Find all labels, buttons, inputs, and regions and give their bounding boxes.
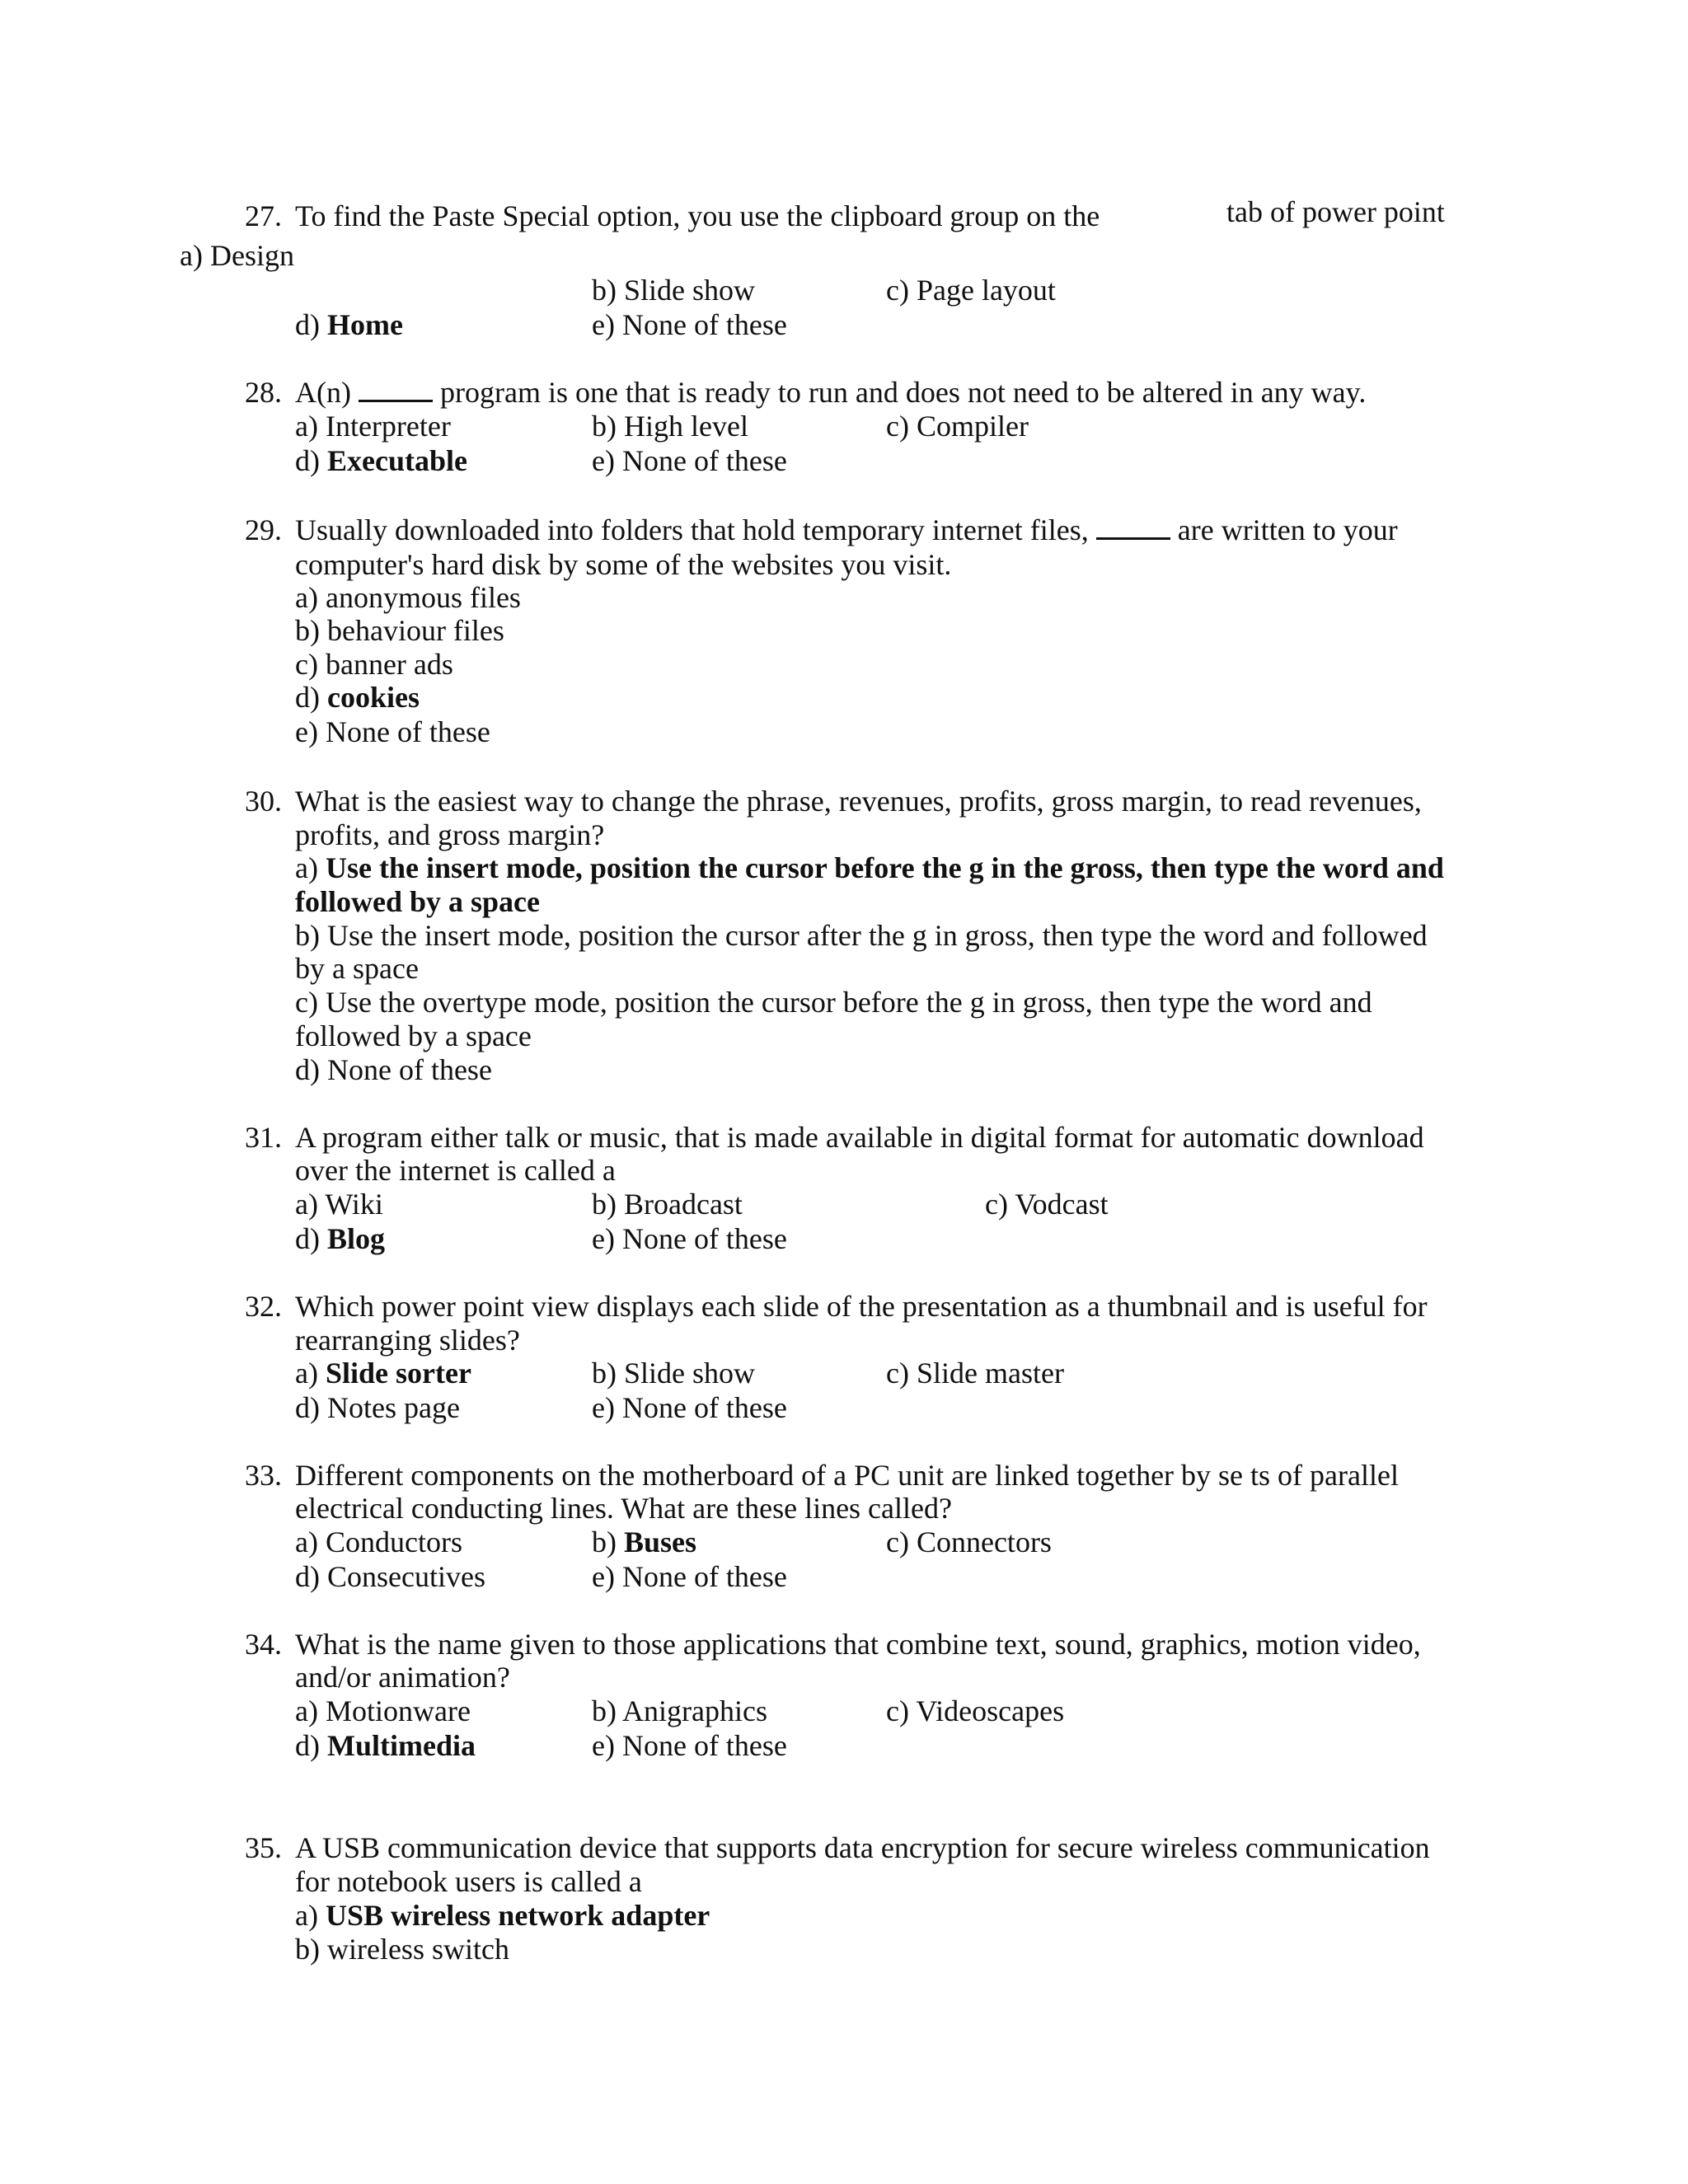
option-d: d) Consecutives [295, 1560, 485, 1593]
option-a: a) USB wireless network adapter [295, 1899, 710, 1932]
option-e: e) None of these [592, 1729, 787, 1762]
question-number: 28. [245, 376, 282, 409]
answer-blank [1096, 516, 1170, 540]
question-text: What is the easiest way to change the phrase, revenues, profits, gross margin, to read revenues, [295, 785, 1422, 818]
option-c-line2: followed by a space [295, 1019, 532, 1052]
option-c: c) Connectors [886, 1526, 1052, 1558]
option-d: d) cookies [295, 681, 420, 714]
correct-answer: USB wireless network adapter [325, 1899, 710, 1932]
option-a: a) Conductors [295, 1526, 462, 1558]
correct-answer: Multimedia [327, 1729, 476, 1762]
option-e: e) None of these [592, 308, 787, 341]
question-text-line2: rearranging slides? [295, 1324, 520, 1357]
option-e: e) None of these [295, 715, 490, 748]
option-b: b) Slide show [592, 1357, 755, 1390]
option-d: d) Blog [295, 1222, 386, 1255]
question-number: 33. [245, 1459, 282, 1492]
question-text: To find the Paste Special option, you use the clipboard group on the [295, 199, 1100, 232]
option-e: e) None of these [592, 444, 787, 477]
option-b: b) Slide show [592, 274, 755, 307]
question-number: 35. [245, 1831, 282, 1864]
correct-answer: Buses [624, 1526, 697, 1558]
question-text-line2: electrical conducting lines. What are these lines called? [295, 1492, 952, 1525]
question-number: 29. [245, 513, 282, 546]
question-number: 27. [245, 199, 282, 232]
question-text-line2: profits, and gross margin? [295, 818, 605, 851]
question-number: 32. [245, 1290, 282, 1323]
option-b: b) Anigraphics [592, 1694, 767, 1727]
question-number: 34. [245, 1628, 282, 1661]
question-text-line2: computer's hard disk by some of the websites you visit. [295, 548, 952, 581]
option-a: a) anonymous files [295, 581, 521, 614]
option-c: c) Page layout [886, 274, 1056, 307]
question-text: Different components on the motherboard of a PC unit are linked together by se ts of parallel [295, 1459, 1399, 1492]
question-text-line2: for notebook users is called a [295, 1865, 642, 1898]
option-e: e) None of these [592, 1222, 787, 1255]
correct-answer: Slide sorter [325, 1357, 471, 1390]
option-a: a) Motionware [295, 1694, 471, 1727]
correct-answer-line2: followed by a space [295, 885, 540, 918]
question-text: Which power point view displays each slide of the presentation as a thumbnail and is useful for [295, 1290, 1428, 1323]
option-a: a) Interpreter [295, 410, 451, 443]
question-number: 31. [245, 1121, 282, 1154]
option-c: c) Use the overtype mode, position the cursor before the g in gross, then type the word and [295, 986, 1372, 1019]
question-text-tail: tab of power point [1226, 195, 1445, 228]
question-text: What is the name given to those applications that combine text, sound, graphics, motion video, [295, 1628, 1421, 1661]
question-text: Usually downloaded into folders that hold temporary internet files, are written to your [295, 513, 1398, 546]
correct-answer: cookies [327, 681, 420, 714]
correct-answer: Home [327, 308, 403, 341]
option-c: c) Slide master [886, 1357, 1064, 1390]
option-d: d) None of these [295, 1053, 492, 1086]
correct-answer: Use the insert mode, position the cursor before the g in the gross, then type the word and [325, 851, 1444, 884]
option-b: b) Use the insert mode, position the cursor after the g in gross, then type the word and followed [295, 919, 1428, 952]
option-d: d) Executable [295, 444, 467, 477]
option-a: a) Use the insert mode, position the cursor before the g in the gross, then type the word and [295, 851, 1444, 884]
option-b: b) High level [592, 410, 748, 443]
question-text-line2: over the internet is called a [295, 1154, 616, 1187]
question-text: A USB communication device that supports data encryption for secure wireless communication [295, 1831, 1430, 1864]
option-e: e) None of these [592, 1560, 787, 1593]
option-d: d) Home [295, 308, 403, 341]
option-d: d) Multimedia [295, 1729, 476, 1762]
option-c: c) Compiler [886, 410, 1029, 443]
correct-answer: Blog [327, 1222, 386, 1255]
option-c: c) Vodcast [985, 1188, 1109, 1221]
correct-answer: Executable [327, 444, 467, 477]
option-b: b) behaviour files [295, 614, 504, 647]
option-c: c) Videoscapes [886, 1694, 1065, 1727]
option-b: b) Buses [592, 1526, 697, 1558]
option-c: c) banner ads [295, 648, 453, 681]
option-a: a) Wiki [295, 1188, 383, 1221]
question-text: A(n) program is one that is ready to run and does not need to be altered in any way. [295, 376, 1367, 409]
option-a: a) Design [180, 239, 294, 272]
option-b: b) wireless switch [295, 1933, 509, 1966]
question-text: A program either talk or music, that is made available in digital format for automatic download [295, 1121, 1424, 1154]
option-b-line2: by a space [295, 952, 419, 985]
option-b: b) Broadcast [592, 1188, 743, 1221]
question-number: 30. [245, 785, 282, 818]
option-d: d) Notes page [295, 1391, 460, 1424]
option-e: e) None of these [592, 1391, 787, 1424]
question-text-line2: and/or animation? [295, 1661, 510, 1694]
option-a: a) Slide sorter [295, 1357, 471, 1390]
answer-blank [359, 378, 433, 402]
